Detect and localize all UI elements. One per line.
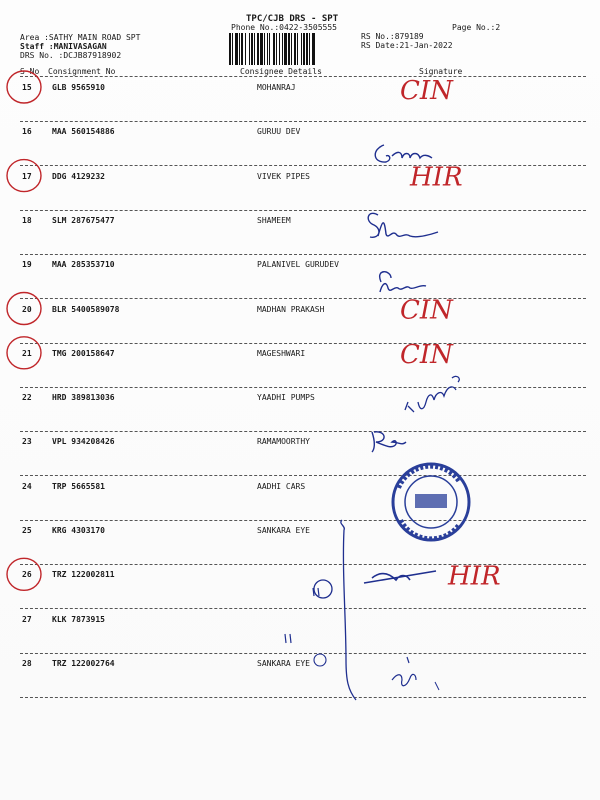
signature-23 xyxy=(372,432,406,452)
rs-date: RS Date:21-Jan-2022 xyxy=(361,41,453,50)
row-sno: 23 xyxy=(22,437,32,447)
handwritten-remark: CIN xyxy=(400,295,453,326)
row-consignee: SHAMEEM xyxy=(257,215,291,225)
ditto-mark-2 xyxy=(285,634,291,643)
row-divider xyxy=(20,475,586,476)
row-consignee: YAADHI PUMPS xyxy=(257,393,315,403)
row-sno: 24 xyxy=(22,481,32,491)
row-divider xyxy=(20,343,586,344)
document-title: TPC/CJB DRS - SPT xyxy=(246,14,339,24)
row-divider xyxy=(20,387,586,388)
row-consignment-no: DDG 4129232 xyxy=(52,171,105,181)
column-header-sno: S No xyxy=(20,67,40,76)
row-consignee: MAGESHWARI xyxy=(257,348,306,358)
row-consignment-no: GLB 9565910 xyxy=(52,83,105,92)
row-divider xyxy=(20,254,586,255)
handwritten-remark: HIR xyxy=(448,561,501,592)
row-sno: 19 xyxy=(22,260,32,270)
row-divider xyxy=(20,520,586,521)
row-divider xyxy=(20,697,586,698)
row-consignment-no: VPL 934208426 xyxy=(52,437,115,447)
row-divider xyxy=(20,121,586,122)
row-sno: 18 xyxy=(22,215,32,225)
page-number: Page No.:2 xyxy=(452,23,501,32)
column-header-consignee: Consignee Details xyxy=(240,67,322,76)
signature-16 xyxy=(375,145,432,162)
handwritten-remark: HIR xyxy=(410,162,463,193)
column-header-consignment: Consignment No xyxy=(48,67,116,76)
barcode-image xyxy=(229,33,357,65)
row-sno: 22 xyxy=(22,393,32,403)
row-consignee: PALANIVEL GURUDEV xyxy=(257,260,339,270)
row-consignment-no: MAA 285353710 xyxy=(52,260,115,270)
row-consignee: MADHAN PRAKASH xyxy=(257,304,325,314)
row-sno: 26 xyxy=(22,570,32,580)
row-sno: 16 xyxy=(22,127,32,137)
row-sno: 27 xyxy=(22,614,32,624)
row-consignment-no: KRG 4303170 xyxy=(52,526,105,535)
signature-22 xyxy=(405,376,459,412)
row-divider xyxy=(20,431,586,432)
drs-number: DRS No. :DCJB87918902 xyxy=(20,51,122,60)
row-divider xyxy=(20,564,586,565)
ditto-mark-1 xyxy=(313,588,319,596)
staff-label: Staff :MANIVASAGAN xyxy=(20,42,107,51)
row-consignment-no: TRP 5665581 xyxy=(52,481,105,491)
row-consignee: AADHI CARS xyxy=(257,481,306,491)
column-header-signature: Signature xyxy=(419,67,463,76)
row-consignee: MOHANRAJ xyxy=(257,83,296,92)
row-consignment-no: MAA 560154886 xyxy=(52,127,115,137)
phone-number: Phone No.:0422-3505555 xyxy=(231,23,337,32)
row-sno: 21 xyxy=(22,348,32,358)
handwritten-remark: CIN xyxy=(400,339,453,370)
struck-signature xyxy=(364,571,436,583)
row-consignment-no: KLK 7873915 xyxy=(52,614,105,624)
scribble-circle xyxy=(314,580,332,598)
row-consignee: GURUU DEV xyxy=(257,127,301,137)
row-consignment-no: BLR 5400589078 xyxy=(52,304,120,314)
row-consignee: RAMAMOORTHY xyxy=(257,437,310,447)
row-consignment-no: TMG 200158647 xyxy=(52,348,115,358)
row-consignment-no: TRZ 122002764 xyxy=(52,658,115,668)
row-sno: 28 xyxy=(22,658,32,668)
rs-number: RS No.:879189 xyxy=(361,32,424,41)
row-consignee: SANKARA EYE xyxy=(257,658,310,668)
row-divider xyxy=(20,298,586,299)
signature-28 xyxy=(392,657,416,686)
row-divider xyxy=(20,210,586,211)
handwritten-remark: CIN xyxy=(400,76,453,106)
row-consignment-no: SLM 287675477 xyxy=(52,215,115,225)
row-divider xyxy=(20,653,586,654)
row-sno: 25 xyxy=(22,526,32,535)
row-sno: 20 xyxy=(22,304,32,314)
scribble-circle-2 xyxy=(314,654,326,666)
bracket-line xyxy=(341,520,356,700)
row-sno: 15 xyxy=(22,83,32,92)
row-consignment-no: TRZ 122002811 xyxy=(52,570,115,580)
tick-mark xyxy=(435,682,439,690)
signature-18 xyxy=(368,213,438,237)
row-divider xyxy=(20,165,586,166)
area-label: Area :SATHY MAIN ROAD SPT xyxy=(20,33,141,42)
row-divider xyxy=(20,608,586,609)
row-sno: 17 xyxy=(22,171,32,181)
row-consignment-no: HRD 389813036 xyxy=(52,393,115,403)
signature-19 xyxy=(380,272,426,292)
row-consignee: SANKARA EYE xyxy=(257,526,310,535)
row-consignee: VIVEK PIPES xyxy=(257,171,310,181)
header-divider xyxy=(20,76,586,77)
